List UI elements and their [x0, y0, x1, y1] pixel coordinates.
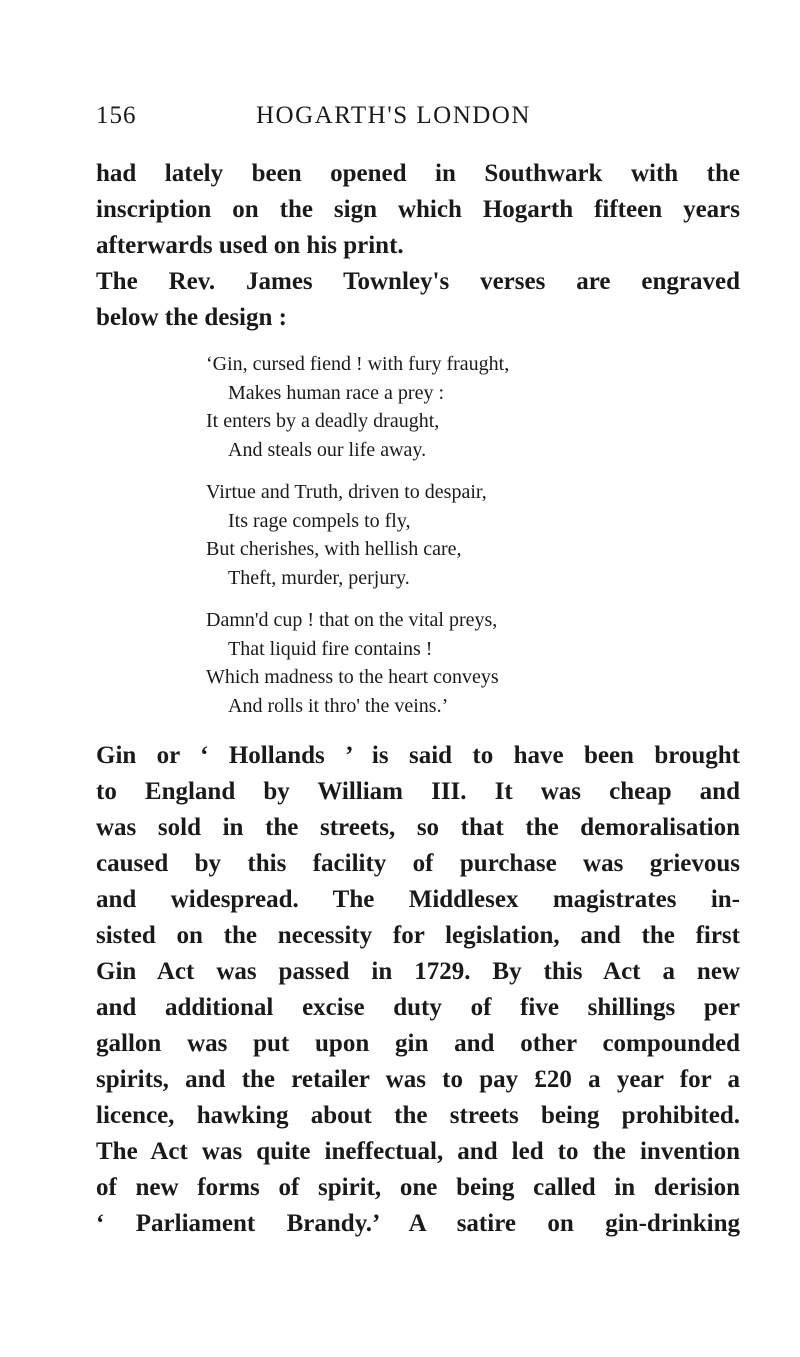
book-page: [96, 96, 740, 1242]
stanza-1: [206, 350, 740, 464]
text-line: The Act was quite ineffectual, and led to the invention: [96, 1138, 740, 1165]
verse-line: Damn'd cup ! that on the vital preys,: [206, 609, 498, 631]
paragraph-1: [96, 156, 740, 264]
text-line: The Rev. James Townley's verses are engraved: [96, 268, 740, 295]
text-line: ‘ Parliament Brandy.’ A satire on gin-drinking: [96, 1210, 740, 1237]
text-line: to England by William III. It was cheap and: [96, 778, 740, 805]
verse-line: And steals our life away.: [228, 438, 427, 461]
text-line: Gin or ‘ Hollands ’ is said to have been brought: [96, 742, 740, 769]
verse-line: Its rage compels to fly,: [228, 509, 411, 532]
verse-line: ‘Gin, cursed fiend ! with fury fraught,: [206, 353, 510, 375]
text-line: afterwards used on his print.: [96, 232, 404, 259]
stanza-2: [206, 478, 740, 592]
verse-line: It enters by a deadly draught,: [206, 410, 440, 432]
text-line: sisted on the necessity for legislation, and the first: [96, 922, 740, 949]
verse-line: Which madness to the heart conveys: [206, 666, 499, 688]
text-line: inscription on the sign which Hogarth fifteen years: [96, 196, 740, 223]
text-line: Gin Act was passed in 1729. By this Act a new: [96, 958, 740, 985]
page-number: 156: [96, 102, 137, 129]
paragraph-3: [96, 738, 740, 1242]
text-line: of new forms of spirit, one being called in derision: [96, 1174, 740, 1201]
verse-line: Theft, murder, perjury.: [228, 566, 410, 589]
running-head: [96, 96, 740, 136]
verse-line: That liquid fire contains !: [228, 637, 433, 660]
verse-line: And rolls it thro' the veins.’: [228, 694, 449, 717]
paragraph-2: [96, 264, 740, 336]
verse-line: But cherishes, with hellish care,: [206, 538, 462, 560]
text-line: and widespread. The Middlesex magistrates in-: [96, 886, 740, 913]
text-line: gallon was put upon gin and other compounded: [96, 1030, 740, 1057]
text-line: had lately been opened in Southwark with the: [96, 160, 740, 187]
verse-line: Makes human race a prey :: [228, 381, 445, 404]
stanza-3: [206, 606, 740, 720]
text-line: below the design :: [96, 304, 287, 331]
running-title: HOGARTH'S LONDON: [256, 102, 531, 129]
text-line: licence, hawking about the streets being prohibited.: [96, 1102, 740, 1129]
text-line: caused by this facility of purchase was grievous: [96, 850, 740, 877]
text-line: was sold in the streets, so that the demoralisation: [96, 814, 740, 841]
text-line: and additional excise duty of five shillings per: [96, 994, 740, 1021]
verse-line: Virtue and Truth, driven to despair,: [206, 481, 487, 503]
text-line: spirits, and the retailer was to pay £20 a year for a: [96, 1066, 740, 1093]
verse-quotation: [96, 350, 740, 720]
